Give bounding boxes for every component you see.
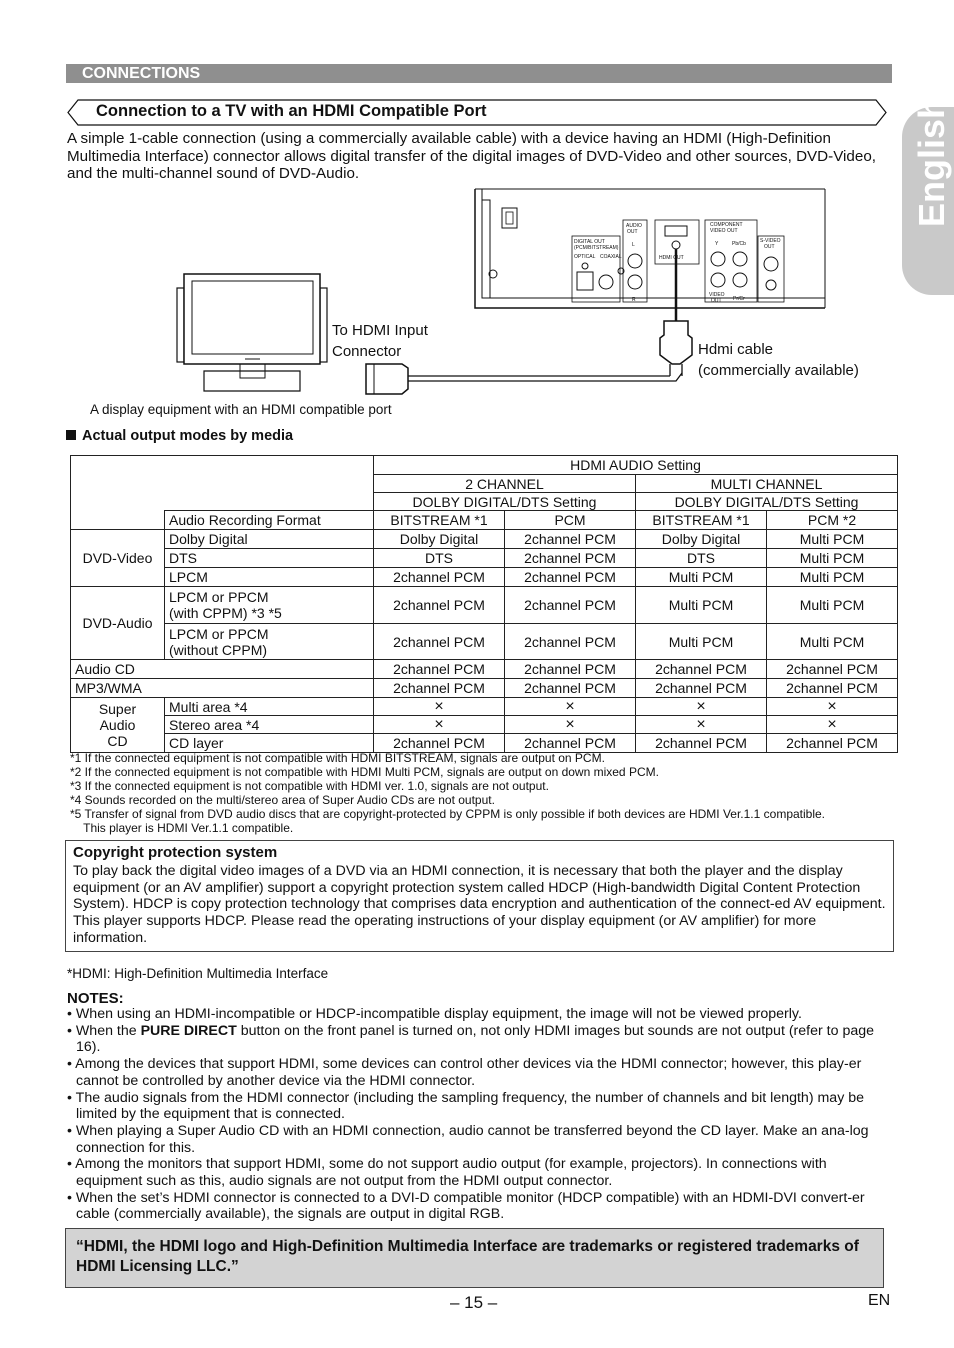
value-cell: Multi PCM (767, 624, 898, 660)
note-text: • The audio signals from the HDMI connector (including the sampling frequency, the number of channels and bit length) may be limited by the equipment that is connected. (67, 1089, 865, 1123)
note-bold-text: PURE DIRECT (140, 1022, 237, 1039)
format-cell (165, 624, 374, 660)
format-line: (with CPPM) *3 *5 (169, 605, 282, 621)
copyright-body: This player supports HDCP. Please read the operating instructions of your display equipment (or AV amplifier) for more information. (73, 913, 817, 946)
value-cell: 2channel PCM (505, 587, 636, 624)
copyright-body: To play back the digital video images of a DVD via an HDMI connection, it is necessary that both the player and the display equipment (or an AV amplifier) support a copyright protection system called HDCP (High-bandwidth Digital Content Protection System). HDCP is copy protection technology that comprises data encryption and authentication of the connect-ed AV equipment. (73, 863, 886, 913)
output-modes-heading (66, 428, 293, 444)
value-cell: Multi PCM (767, 568, 898, 587)
value-cell: 2channel PCM (505, 568, 636, 587)
value-cell: 2channel PCM (505, 660, 636, 679)
value-cell: 2channel PCM (636, 734, 767, 753)
note-text: • When the set’s HDMI connector is connected to a DVI-D compatible monitor (HDCP compatible) with an HDMI-DVI convert-er cable (commercially available), the signals are output in digital RGB. (67, 1189, 865, 1223)
output-modes-table (70, 455, 898, 753)
table-row (71, 716, 898, 734)
value-cell: 2channel PCM (374, 624, 505, 660)
table-row (71, 456, 898, 475)
value-cell: × (767, 698, 898, 716)
value-cell: Multi PCM (636, 587, 767, 624)
svg-text:OUT: OUT (627, 229, 638, 235)
note-item (67, 1156, 889, 1189)
column-header: PCM (505, 511, 636, 530)
footnote: *5 Transfer of signal from DVD audio discs that are copyright-protected by CPPM is only possible if both devices are HDMI Ver.1.1 compatible. (70, 807, 826, 821)
value-cell: 2channel PCM (636, 679, 767, 698)
label-hdmi-cable: Hdmi cable (commercially available) (698, 341, 859, 379)
table-row (71, 698, 898, 716)
value-cell: 2channel PCM (767, 734, 898, 753)
audio-recording-format-header: Audio Recording Format (165, 511, 374, 530)
table-row (71, 734, 898, 753)
intro-paragraph: A simple 1-cable connection (using a commercially available cable) with a device having an HDMI (High-Definition Multimedia Interface) connector allows digital transfer of the digital images of DVD-Video and other sources, DVD-Video, and the multi-channel sound of DVD-Audio. (67, 130, 876, 182)
note-text: button on the front panel is turned on, not only HDMI images but sounds are not output (refer to page 16). (76, 1022, 875, 1056)
column-header: BITSTREAM *1 (374, 511, 505, 530)
table-corner-cell (71, 511, 165, 530)
value-cell: × (374, 716, 505, 734)
value-cell: 2channel PCM (374, 679, 505, 698)
value-cell: 2channel PCM (374, 734, 505, 753)
footnotes (70, 751, 900, 835)
svg-text:S-VIDEO: S-VIDEO (760, 238, 781, 244)
player-rear-panel (475, 189, 825, 308)
hdmi-audio-setting-header: HDMI AUDIO Setting (374, 456, 898, 475)
svg-text:Pb/Cb: Pb/Cb (732, 241, 746, 247)
svg-text:L: L (632, 242, 635, 248)
copyright-box (65, 840, 894, 952)
value-cell: Dolby Digital (374, 530, 505, 549)
copyright-title: Copyright protection system (73, 844, 278, 861)
footnote: This player is HDMI Ver.1.1 compatible. (70, 821, 294, 835)
section-header-label: CONNECTIONS (82, 65, 201, 82)
note-item (67, 1023, 889, 1056)
table-row (71, 587, 898, 624)
value-cell: Multi PCM (767, 530, 898, 549)
table-row (71, 568, 898, 587)
value-cell: DTS (636, 549, 767, 568)
language-tab (902, 96, 954, 295)
value-cell: Dolby Digital (636, 530, 767, 549)
svg-text:VIDEO OUT: VIDEO OUT (710, 228, 738, 234)
language-tab-label: English (911, 96, 952, 227)
value-cell: 2channel PCM (374, 568, 505, 587)
format-line: (without CPPM) (169, 641, 268, 658)
value-cell: 2channel PCM (505, 679, 636, 698)
value-cell: 2channel PCM (505, 734, 636, 753)
value-cell: × (505, 698, 636, 716)
svg-text:OPTICAL: OPTICAL (574, 254, 596, 260)
value-cell: 2channel PCM (374, 660, 505, 679)
value-cell: 2channel PCM (505, 624, 636, 660)
svg-text:Y: Y (715, 241, 719, 247)
value-cell: Multi PCM (636, 624, 767, 660)
svg-text:VIDEO: VIDEO (709, 292, 725, 298)
note-text: • When playing a Super Audio CD with an HDMI connection, audio cannot be transferred beyond the CD layer. Make an ana-log connection for this. (67, 1122, 869, 1156)
notes-title: NOTES: (67, 990, 124, 1007)
notes-list (67, 1006, 889, 1223)
value-cell: DTS (374, 549, 505, 568)
two-channel-header: 2 CHANNEL (374, 475, 636, 493)
value-cell: × (636, 698, 767, 716)
format-cell: Stereo area *4 (165, 716, 374, 734)
value-cell: × (505, 716, 636, 734)
tv-illustration (177, 274, 327, 391)
value-cell: 2channel PCM (374, 587, 505, 624)
table-row (71, 624, 898, 660)
svg-text:(PCM/BITSTREAM): (PCM/BITSTREAM) (574, 245, 619, 251)
svg-text:AUDIO: AUDIO (626, 223, 642, 229)
note-item (67, 1123, 889, 1156)
section-title-box (64, 99, 888, 126)
svg-text:COMPONENT: COMPONENT (710, 222, 743, 228)
value-cell: × (767, 716, 898, 734)
value-cell: 2channel PCM (767, 660, 898, 679)
svg-text:OUT: OUT (711, 298, 722, 304)
trademark-box (65, 1228, 884, 1288)
footnote: *3 If the connected equipment is not compatible with HDMI ver. 1.0, signals are not output. (70, 779, 549, 793)
column-header: PCM *2 (767, 511, 898, 530)
media-label (71, 698, 165, 753)
label-hdmi-input-connector: To HDMI Input Connector (332, 322, 428, 360)
dolby-dts-setting-header: DOLBY DIGITAL/DTS Setting (374, 493, 636, 511)
media-label-line: Audio (99, 717, 136, 733)
note-text: • When the (67, 1022, 141, 1039)
svg-text:Pr/Cr: Pr/Cr (733, 296, 745, 302)
value-cell: 2channel PCM (505, 549, 636, 568)
format-cell: Multi area *4 (165, 698, 374, 716)
value-cell: × (636, 716, 767, 734)
footnote: *1 If the connected equipment is not compatible with HDMI BITSTREAM, signals are output on PCM. (70, 751, 605, 765)
note-text: • When using an HDMI-incompatible or HDCP-incompatible display equipment, the image will not be viewed properly. (67, 1006, 802, 1022)
hdmi-definition: *HDMI: High-Definition Multimedia Interface (67, 966, 329, 981)
media-label: DVD-Audio (71, 587, 165, 660)
format-line: LPCM or PPCM (169, 625, 269, 642)
value-cell: 2channel PCM (636, 660, 767, 679)
page-language: EN (868, 1292, 891, 1309)
footnote: *2 If the connected equipment is not compatible with HDMI Multi PCM, signals are output on down mixed PCM. (70, 765, 659, 779)
svg-text:R: R (632, 297, 636, 303)
svg-text:HDMI OUT: HDMI OUT (659, 255, 684, 261)
table-row (71, 530, 898, 549)
table-row (71, 549, 898, 568)
media-label: MP3/WMA (71, 679, 374, 698)
media-label-line: Super (98, 701, 137, 717)
dolby-dts-setting-header: DOLBY DIGITAL/DTS Setting (636, 493, 898, 511)
note-text: • Among the devices that support HDMI, some devices can control other devices via the HDMI connector; however, this play-er cannot be controlled by another device via the HDMI connector. (67, 1056, 862, 1089)
page-number: – 15 – (450, 1293, 498, 1312)
format-cell: LPCM (165, 568, 374, 587)
svg-text:OUT: OUT (764, 244, 775, 250)
media-label: Audio CD (71, 660, 374, 679)
footnote: *4 Sounds recorded on the multi/stereo area of Super Audio CDs are not output. (70, 793, 495, 807)
format-cell: DTS (165, 549, 374, 568)
format-cell: CD layer (165, 734, 374, 753)
trademark-text: “HDMI, the HDMI logo and High-Definition Multimedia Interface are trademarks or registered trademarks of HDMI Licensing LLC.” (76, 1238, 859, 1275)
format-cell: Dolby Digital (165, 530, 374, 549)
media-label-line: CD (107, 733, 128, 749)
svg-text:DIGITAL OUT: DIGITAL OUT (574, 239, 605, 245)
svg-text:COAXIAL: COAXIAL (600, 254, 622, 260)
value-cell: 2channel PCM (767, 679, 898, 698)
note-item (67, 1190, 889, 1223)
note-item (67, 1056, 889, 1089)
table-corner-cell (71, 456, 374, 511)
note-item (67, 1006, 889, 1023)
value-cell: Multi PCM (767, 549, 898, 568)
value-cell: Multi PCM (767, 587, 898, 624)
value-cell: × (374, 698, 505, 716)
square-bullet-icon (66, 430, 76, 440)
diagram-caption: A display equipment with an HDMI compatible port (90, 402, 392, 417)
value-cell: Multi PCM (636, 568, 767, 587)
format-line: LPCM or PPCM (169, 589, 269, 605)
table-row (71, 660, 898, 679)
section-header-bar (66, 64, 892, 83)
note-item (67, 1090, 889, 1123)
column-header: BITSTREAM *1 (636, 511, 767, 530)
table-row (71, 679, 898, 698)
value-cell: 2channel PCM (505, 530, 636, 549)
format-cell (165, 587, 374, 624)
output-modes-heading-text: Actual output modes by media (82, 428, 294, 444)
multi-channel-header: MULTI CHANNEL (636, 475, 898, 493)
media-label: DVD-Video (71, 530, 165, 587)
section-title: Connection to a TV with an HDMI Compatible Port (96, 102, 487, 120)
table-row (71, 511, 898, 530)
note-text: • Among the monitors that support HDMI, some do not support audio output (for example, projectors). In connections with equipment such as this, audio signals are not output from the HDMI output connector. (67, 1156, 827, 1190)
